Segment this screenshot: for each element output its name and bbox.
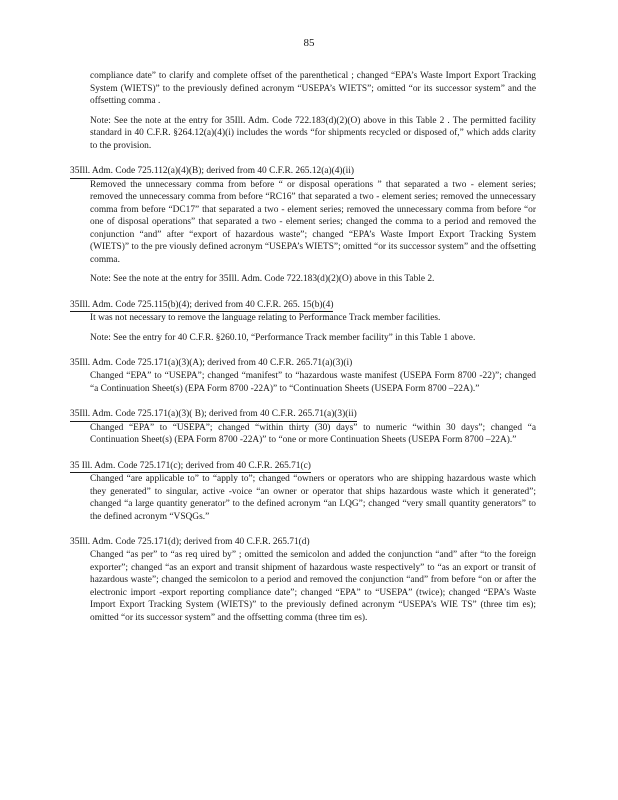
entry-725-171-c [70,455,536,524]
entry-body: Changed “are applicable to” to “apply to”; changed “owners or operators who are shipping hazardous waste which they generated” to singular, active -voice “an owner or operator that ships hazardous waste which it generated”; changed “a large quantity generator” to the defined acronym “an LQG”; changed “very small quantity generators” to the defined acronym “VSQGs.” [90,474,536,522]
entry-body: Changed “as per” to “as req uired by” ; omitted the semicolon and added the conjunction “and” after “to the foreign exporter”; changed “as an export and transit shipment of hazardous waste respectively” to “as an export or transit of hazardous waste”; changed the semicolon to a period and removed the conjunction “and” from before “on or after the electronic import -export reporting compliance date”; changed “EPA” to “USEPA” (twice); changed “EPA’s Waste Import Export Tracking System (WIETS)” to the previously defined acronym “USEPA’s WIE TS” (three tim es); omitted “or its successor system” and the offsetting comma (three tim es). [90,550,536,623]
entry-725-171-a-3-B [70,403,536,447]
entry-725-112 [70,160,536,286]
document-body [70,70,536,624]
entry-heading: 35Ill. Adm. Code 725.171(a)(3)(A); derived from 40 C.F.R. 265.71(a)(3)(i) [70,358,353,368]
entry-body: Changed “EPA” to “USEPA”; changed “manifest” to “hazardous waste manifest (USEPA Form 8700 -22)”; changed “a Continuation Sheet(s) (EPA Form 8700 -22A)” to “Continuation Sheets (USEPA Form 8700 –22A).” [90,371,536,394]
entry-note: Note: See the note at the entry for 35Ill. Adm. Code 722.183(d)(2)(O) above in this Table 2. [90,274,435,284]
entry-heading: 35Ill. Adm. Code 725.115(b)(4); derived from 40 C.F.R. 265. 15(b)(4) [70,299,333,313]
entry-body: Removed the unnecessary comma from before “ or disposal operations ” that separated a two - element series; removed the unnecessary comma from before “RC16” that separated a two - element series; removed the unnecessary comma from before “DC17” that separated a two - element series; removed the unnecessary comma from before “or one of disposal operations” that separated a two - element series; changed the comma to a period and removed the conjunction “and” after “export of hazardous waste”; changed “EPA’s Waste Import Export Tracking System (WIETS)” to the pre viously defined acronym “USEPA’s WIETS”; omitted “or its successor system” and the offsetting comma. [90,179,536,265]
entry-heading: 35Ill. Adm. Code 725.112(a)(4)(B); derived from 40 C.F.R. 265.12(a)(4)(ii) [70,165,354,179]
intro-text: compliance date” to clarify and complete offset of the parenthetical ; changed “EPA’s Waste Import Export Tracking System (WIETS)” to the previously defined acronym “USEPA’s WIETS”; omitted “or its successor system” and the offsetting comma . [90,71,536,106]
intro-section [70,70,536,152]
entry-note: Note: See the entry for 40 C.F.R. §260.10, “Performance Track member facility” in this Table 1 above. [90,332,476,343]
entry-heading: 35 Ill. Adm. Code 725.171(c); derived from 40 C.F.R. 265.71(c) [70,460,311,474]
entry-body: Changed “EPA” to “USEPA”; changed “within thirty (30) days” to numeric “within 30 days”; changed “a Continuation Sheet(s) (EPA Form 8700 -22A)” to “one or more Continuation Sheets (USEPA Form 8700 –22A).” [90,422,536,445]
entry-725-115 [70,294,536,345]
entry-725-171-d [70,531,536,624]
entry-725-171-a-3-A [70,352,536,395]
page-number: 85 [303,37,315,49]
entry-body: It was not necessary to remove the language relating to Performance Track member facilities. [90,313,441,323]
intro-note: Note: See the note at the entry for 35Ill. Adm. Code 722.183(d)(2)(O) above in this Table 2 . The permitted facility standard in 40 C.F.R. §264.12(a)(4)(i) includes the words “for shipments recycled or disposed of,” which adds clarity to the provision. [90,115,536,151]
entry-heading: 35Ill. Adm. Code 725.171(d); derived from 40 C.F.R. 265.71(d) [70,537,310,547]
entry-heading: 35Ill. Adm. Code 725.171(a)(3)( B); derived from 40 C.F.R. 265.71(a)(3)(ii) [70,408,357,422]
